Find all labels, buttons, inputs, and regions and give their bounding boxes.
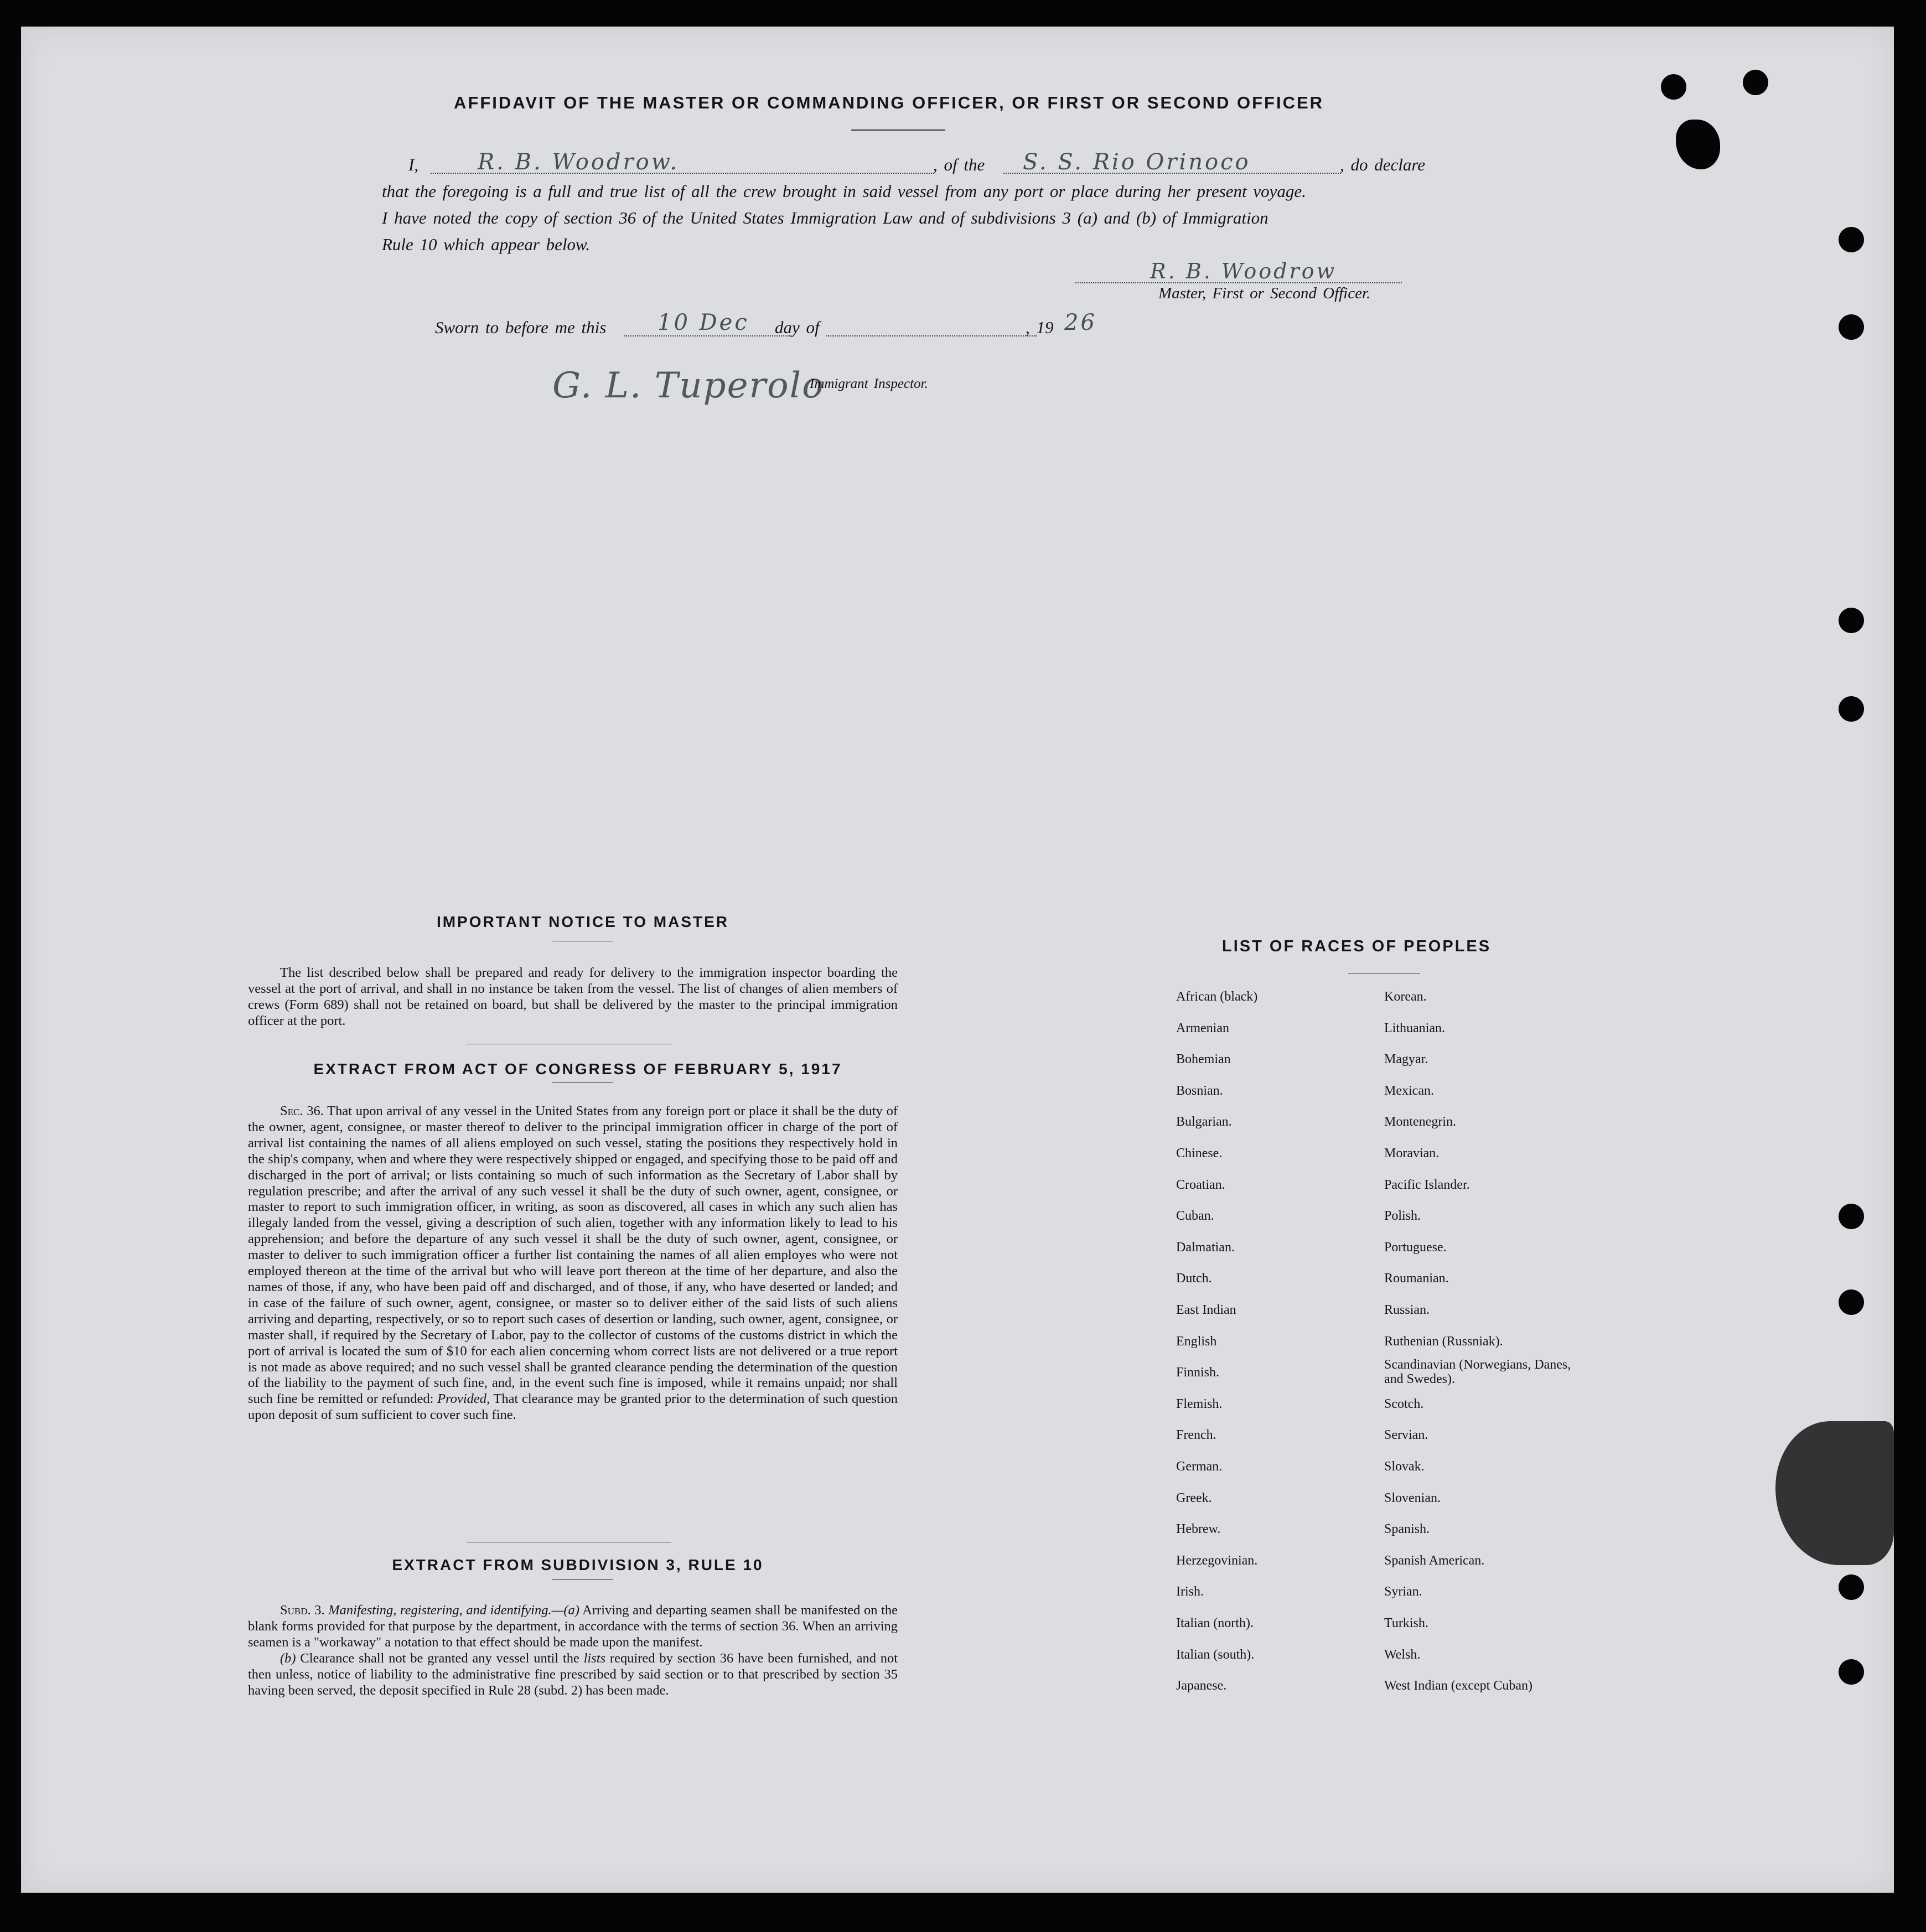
punch-hole: [1661, 74, 1686, 100]
race-item: Roumanian.: [1384, 1271, 1449, 1286]
rule-rule: [552, 1579, 613, 1580]
race-item: Mexican.: [1384, 1083, 1434, 1098]
race-item: Scandinavian (Norwegians, Danes, and Swedes).: [1384, 1358, 1571, 1387]
race-item: Cuban.: [1176, 1209, 1214, 1224]
master-name-handwritten: R. B. Woodrow.: [478, 149, 679, 175]
notice-body: The list described below shall be prepared and ready for delivery to the immigration inspector boarding the vessel at the port of arrival, and shall in no instance be taken from the vessel. The list of changes of alien members of crews (Form 689) shall not be retained on board, but shall be delivered by the master to the principal immigration officer at the port.: [248, 965, 898, 1028]
punch-hole: [1839, 608, 1864, 633]
race-item: Finnish.: [1176, 1365, 1220, 1380]
punch-hole: [1839, 1574, 1864, 1600]
race-item: West Indian (except Cuban): [1384, 1679, 1532, 1693]
punch-hole: [1839, 1659, 1864, 1685]
title-rule: [851, 130, 945, 131]
race-item: Italian (south).: [1176, 1647, 1255, 1662]
torn-edge: [1775, 1421, 1894, 1565]
race-item: Scotch.: [1384, 1396, 1424, 1411]
master-signature: R. B. Woodrow: [1150, 259, 1337, 283]
punch-hole: [1839, 696, 1864, 722]
race-item: Bohemian: [1176, 1052, 1231, 1067]
race-item: Korean.: [1384, 990, 1427, 1004]
race-item: Armenian: [1176, 1021, 1229, 1035]
race-item: Italian (north).: [1176, 1616, 1254, 1630]
race-item: Slovenian.: [1384, 1490, 1441, 1505]
affidavit-line-4: Rule 10 which appear below.: [382, 235, 591, 254]
act-rule: [552, 1082, 613, 1083]
rule-title: EXTRACT FROM SUBDIVISION 3, RULE 10: [392, 1556, 764, 1573]
race-item: Welsh.: [1384, 1647, 1421, 1662]
affidavit-line-3: I have noted the copy of section 36 of the United States Immigration Law and of subdivisions 3 (a) and (b) of Immigration: [382, 208, 1269, 227]
race-item: Lithuanian.: [1384, 1021, 1445, 1035]
form-page: [21, 27, 1894, 1893]
race-item: Japanese.: [1176, 1679, 1227, 1693]
punch-hole: [1839, 1289, 1864, 1315]
sworn-day-field: [624, 335, 790, 336]
race-item: Slovak.: [1384, 1459, 1425, 1474]
notice-title: IMPORTANT NOTICE TO MASTER: [436, 913, 729, 930]
sworn-mid: day of: [775, 318, 820, 337]
punch-hole: [1839, 314, 1864, 340]
sworn-month-field: [826, 335, 1037, 336]
race-item: Moravian.: [1384, 1146, 1440, 1161]
races-left-column: [1176, 990, 1375, 1709]
sworn-year-prefix: , 19: [1026, 318, 1054, 337]
affidavit-line-1-suffix: , do declare: [1340, 155, 1426, 174]
sec-label: Sec. 36.: [280, 1104, 324, 1118]
vessel-name-handwritten: S. S. Rio Orinoco: [1023, 149, 1251, 175]
race-item: Chinese.: [1176, 1146, 1223, 1161]
race-item: Montenegrin.: [1384, 1115, 1456, 1130]
race-item: Spanish American.: [1384, 1553, 1485, 1568]
affidavit-title: AFFIDAVIT OF THE MASTER OR COMMANDING OFFICER, OR FIRST OR SECOND OFFICER: [454, 93, 1324, 112]
act-body: Sec. 36. That upon arrival of any vessel in the United States from any foreign port or place it shall be the duty of the owner, agent, consignee, or master thereof to deliver to the principal immigration officer in charge of the port of arrival list containing the names of all aliens employed on such vessel, stating the positions they respectively hold in the ship's company, when and where they were respectively shipped or engaged, and specifying those to be paid off and discharged in the port of arrival; or lists containing so much of such information as the Secretary of Labor shall by regulation prescribe; and after the arrival of any such vessel it shall be the duty of such owner, agent, consignee, or master to report to such immigration officer, in writing, as soon as discovered, all cases in which any such alien has illegaly landed from the vessel, giving a description of such alien, together with any information likely to lead to his apprehension; and before the departure of any such vessel it shall be the duty of such owner, agent, consignee, or master to deliver to such immigration officer a further list containing the names of all alien employes who were not employed thereon at the time of the arrival but who will leave port thereon at the time of her departure, and also the names of those, if any, who have been paid off and discharged, and of those, if any, who have deserted or landed; and in case of the failure of such owner, agent, consignee, or master so to deliver either of the said lists of such aliens arriving and departing, respectively, or so to report such cases of desertion or landing, such owner, agent, consignee, or master shall, if required by the Secretary of Labor, pay to the collector of customs of the customs district in which the port of arrival is located the sum of $10 for each alien concerning whom correct lists are not delivered or a true report is not made as above required; and no such vessel shall be granted clearance pending the determination of the question of the liability to the payment of such fine, and, in the event such fine is imposed, while it remains unpaid; nor shall such fine be remitted or refunded: Provided, That clearance may be granted prior to the determination of such question upon deposit of sum sufficient to cover such fine.: [248, 1104, 898, 1423]
race-item: Russian.: [1384, 1303, 1430, 1317]
affidavit-line-1-mid: , of the: [933, 155, 985, 174]
sworn-day-handwritten: 10 Dec: [657, 310, 749, 335]
race-item: East Indian: [1176, 1303, 1236, 1317]
race-item: Pacific Islander.: [1384, 1177, 1470, 1192]
race-item: African (black): [1176, 990, 1258, 1004]
race-item: Dalmatian.: [1176, 1240, 1235, 1255]
race-item: Turkish.: [1384, 1616, 1428, 1630]
races-right-column: [1384, 990, 1617, 1709]
sworn-prefix: Sworn to before me this: [435, 318, 607, 337]
race-item: Greek.: [1176, 1490, 1212, 1505]
race-item: Servian.: [1384, 1428, 1428, 1443]
race-item: Syrian.: [1384, 1584, 1422, 1599]
race-item: English: [1176, 1334, 1217, 1349]
inspector-signature: G. L. Tuperolo: [552, 365, 825, 406]
act-title: EXTRACT FROM ACT OF CONGRESS OF FEBRUARY 5, 1917: [313, 1060, 842, 1078]
signature-caption: Master, First or Second Officer.: [1158, 284, 1371, 302]
punch-hole: [1839, 227, 1864, 252]
race-item: Ruthenian (Russniak).: [1384, 1334, 1503, 1349]
race-item: Portuguese.: [1384, 1240, 1447, 1255]
ink-blot: [1676, 120, 1720, 169]
race-item: Irish.: [1176, 1584, 1204, 1599]
race-item: Dutch.: [1176, 1271, 1212, 1286]
race-item: Polish.: [1384, 1209, 1421, 1224]
race-item: Herzegovinian.: [1176, 1553, 1258, 1568]
affidavit-line-1: I,: [408, 155, 419, 174]
race-item: Hebrew.: [1176, 1522, 1221, 1537]
race-item: French.: [1176, 1428, 1216, 1443]
race-item: Bosnian.: [1176, 1083, 1223, 1098]
race-item: Flemish.: [1176, 1396, 1223, 1411]
inspector-caption: Immigrant Inspector.: [810, 376, 928, 391]
sworn-year-handwritten: 26: [1064, 310, 1097, 335]
punch-hole: [1839, 1204, 1864, 1229]
races-title: LIST OF RACES OF PEOPLES: [1222, 937, 1492, 955]
affidavit-line-2: that the foregoing is a full and true list of all the crew brought in said vessel from any port or place during her present voyage.: [382, 182, 1306, 201]
race-item: Spanish.: [1384, 1522, 1430, 1537]
race-item: Magyar.: [1384, 1052, 1428, 1067]
punch-hole: [1743, 70, 1768, 95]
rule-body: Subd. 3. Manifesting, registering, and identifying.—(a) Arriving and departing seamen shall be manifested on the blank forms provided for that purpose by the department, in accordance with the terms of section 36. When an arriving seamen is a "workaway" a notation to that effect should be made upon the manifest. (b) Clearance shall not be granted any vessel until the lists required by section 36 have been furnished, and not then unless, notice of liability to the administrative fine prescribed by said section or to that prescribed by section 35 having been served, the deposit specified in Rule 28 (subd. 2) has been made.: [248, 1603, 898, 1698]
race-item: Croatian.: [1176, 1177, 1225, 1192]
race-item: German.: [1176, 1459, 1223, 1474]
race-item: Bulgarian.: [1176, 1115, 1232, 1130]
